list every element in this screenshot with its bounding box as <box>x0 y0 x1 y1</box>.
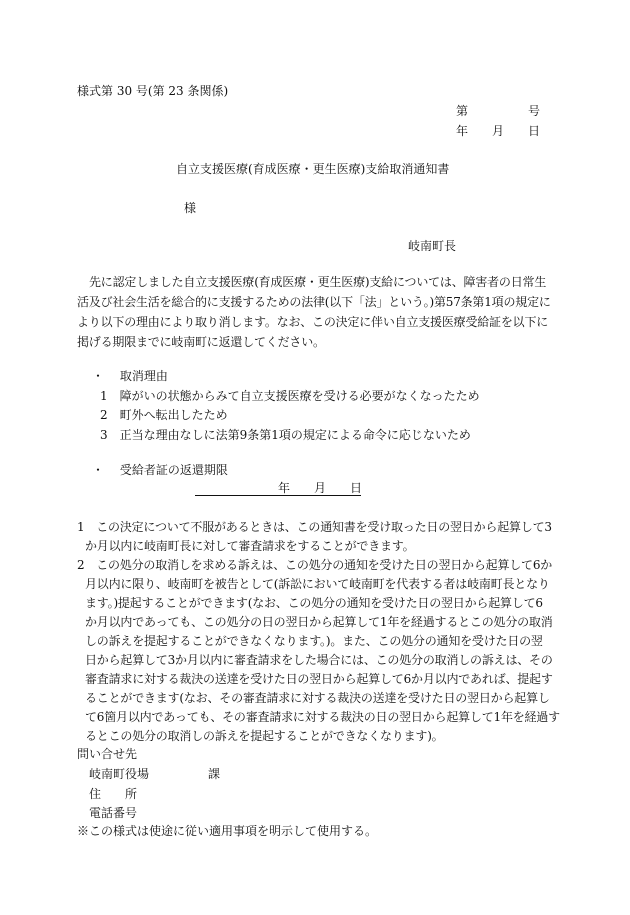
note-1-line: か月以内に岐南町長に対して審査請求をすることができます。 <box>85 539 415 553</box>
usage-remark: ※この様式は使途に従い適用事項を明示して使用する。 <box>77 824 378 838</box>
contact-heading: 問い合せ先 <box>77 747 138 761</box>
issuer-name: 岐南町長 <box>408 239 457 253</box>
note-2-line: 2 この処分の取消しを求める訴えは、この処分の通知を受けた日の翌日から起算して6か <box>77 558 553 572</box>
reason-heading: ・ 取消理由 <box>92 369 168 383</box>
form-number-label: 様式第 30 号(第 23 条関係) <box>77 84 229 98</box>
recipient-suffix: 様 <box>184 201 197 215</box>
note-2-line: 審査請求に対する裁決の送達を受けた日の翌日から起算して6か月以内であれば、提起す <box>85 672 553 686</box>
note-2-line: しの訴えを提起することができなくなります。)。また、この処分の通知を受けた日の翌 <box>85 634 543 648</box>
contact-address-label: 住 所 <box>89 787 138 801</box>
note-2-line: るとこの処分の取消しの訴えを提起することができなくなります)。 <box>85 729 444 743</box>
note-2-line: 日から起算して3か月以内に審査請求をした場合には、この処分の取消しの訴えは、その <box>85 653 553 667</box>
note-1-line: 1 この決定について不服があるときは、この通知書を受け取った日の翌日から起算して3 <box>77 520 552 534</box>
intro-line: より以下の理由により取り消します。なお、この決定に伴い自立支援医療受給証を以下に <box>77 315 549 329</box>
note-2-line: ることができます(なお、その審査請求に対する裁決の送達を受けた日の翌日から起算し <box>85 691 550 705</box>
note-2-line: ます。)提起することができます(なお、この処分の通知を受けた日の翌日から起算して6 <box>85 596 543 610</box>
intro-line: 先に認定しました自立支援医療(育成医療・更生医療)支給については、障害者の日常生 <box>89 275 547 289</box>
note-2-line: て6箇月以内であっても、その審査請求に対する裁決の日の翌日から起算して1年を経過す <box>85 710 560 724</box>
contact-office: 岐南町役場 <box>89 767 150 781</box>
document-number-label: 第 号 <box>456 104 541 118</box>
intro-line: 掲げる期限までに岐南町に返還してください。 <box>77 335 325 349</box>
reason-item: 3 正当な理由なしに法第9条第1項の規定による命令に応じないため <box>100 428 471 442</box>
document-date-label: 年 月 日 <box>456 124 541 138</box>
return-deadline-heading: ・ 受給者証の返還期限 <box>92 463 228 477</box>
return-date-label: 年 月 日 <box>278 481 363 495</box>
contact-section: 課 <box>208 767 221 781</box>
reason-item: 2 町外へ転出したため <box>100 408 228 422</box>
intro-line: 活及び社会生活を総合的に支援するための法律(以下「法」という。)第57条第1項の規定に <box>77 295 551 309</box>
contact-phone-label: 電話番号 <box>89 806 138 820</box>
note-2-line: か月以内であっても、この処分の日の翌日から起算して1年を経過するとこの処分の取消 <box>85 615 553 629</box>
document-title: 自立支援医療(育成医療・更生医療)支給取消通知書 <box>176 162 450 176</box>
reason-item: 1 障がいの状態からみて自立支援医療を受ける必要がなくなったため <box>100 389 480 403</box>
note-2-line: 月以内に限り、岐南町を被告として(訴訟において岐南町を代表する者は岐南町長となり <box>85 577 550 591</box>
